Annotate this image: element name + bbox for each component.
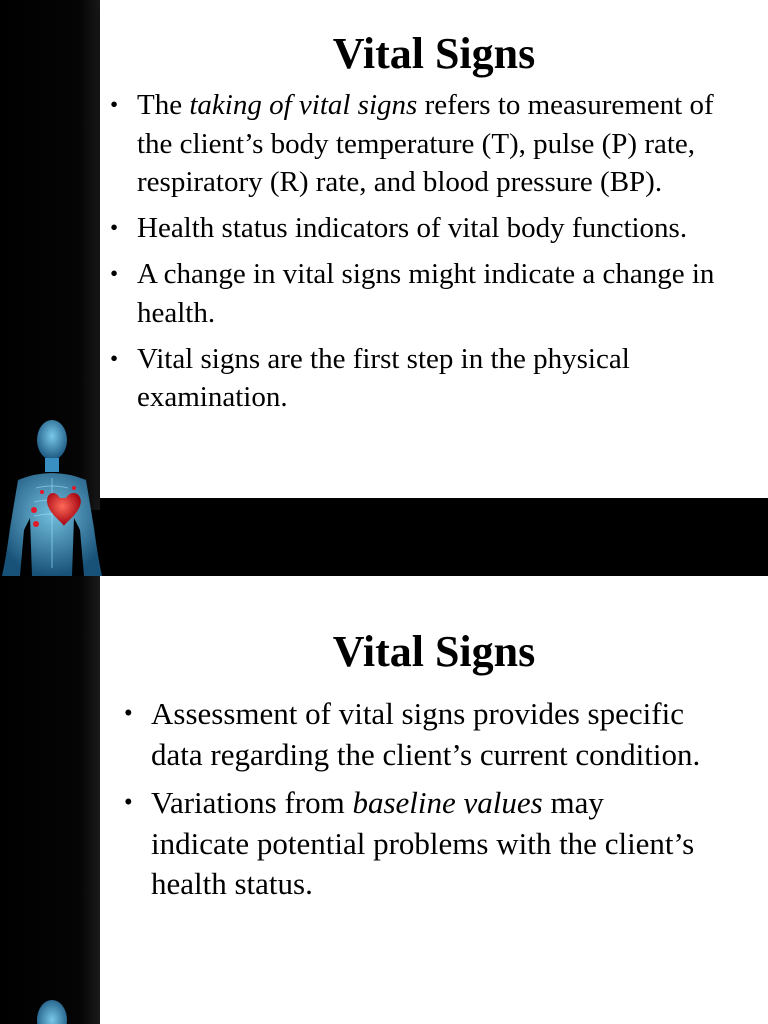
bullet-text: Vital signs are the first step in the physical examination. <box>137 342 630 413</box>
italic-term: baseline values <box>352 785 543 820</box>
bullet-item <box>108 209 742 248</box>
bullet-list <box>108 86 742 424</box>
bullet-item <box>108 86 742 202</box>
bullet-item <box>108 255 742 332</box>
bullet-list <box>122 694 708 913</box>
bullet-dot: • <box>110 261 119 287</box>
bullet-text: Variations from <box>151 785 353 820</box>
bullet-dot: • <box>110 345 119 372</box>
bullet-item <box>108 340 742 417</box>
bullet-dot: • <box>124 789 133 816</box>
bullet-text: may indicate potential problems with the client’s health status. <box>151 785 695 901</box>
bullet-dot: • <box>124 700 133 727</box>
human-body-heart-icon <box>0 994 112 1024</box>
bullet-item <box>122 783 708 905</box>
slide-title: Vital Signs <box>332 627 536 676</box>
bullet-item <box>122 694 708 775</box>
bullet-text: Assessment of vital signs provides specific data regarding the client’s current condition. <box>151 696 701 772</box>
bullet-text: The <box>137 89 190 121</box>
bullet-dot: • <box>110 215 119 241</box>
left-decorative-strip <box>0 576 100 1024</box>
bullet-text: refers to measurement of the client’s body temperature (T), pulse (P) rate, respiratory (R) rate, and blood pressure (BP). <box>137 89 714 198</box>
bottom-band <box>0 510 768 576</box>
bullet-text: Health status indicators of vital body functions. <box>137 212 688 244</box>
human-body-heart-icon <box>0 418 112 576</box>
slide-2 <box>0 576 768 1024</box>
bullet-text: A change in vital signs might indicate a change in health. <box>137 258 715 329</box>
slide-title: Vital Signs <box>332 29 536 78</box>
italic-term: taking of vital signs <box>189 89 418 121</box>
bullet-dot: • <box>110 92 119 118</box>
